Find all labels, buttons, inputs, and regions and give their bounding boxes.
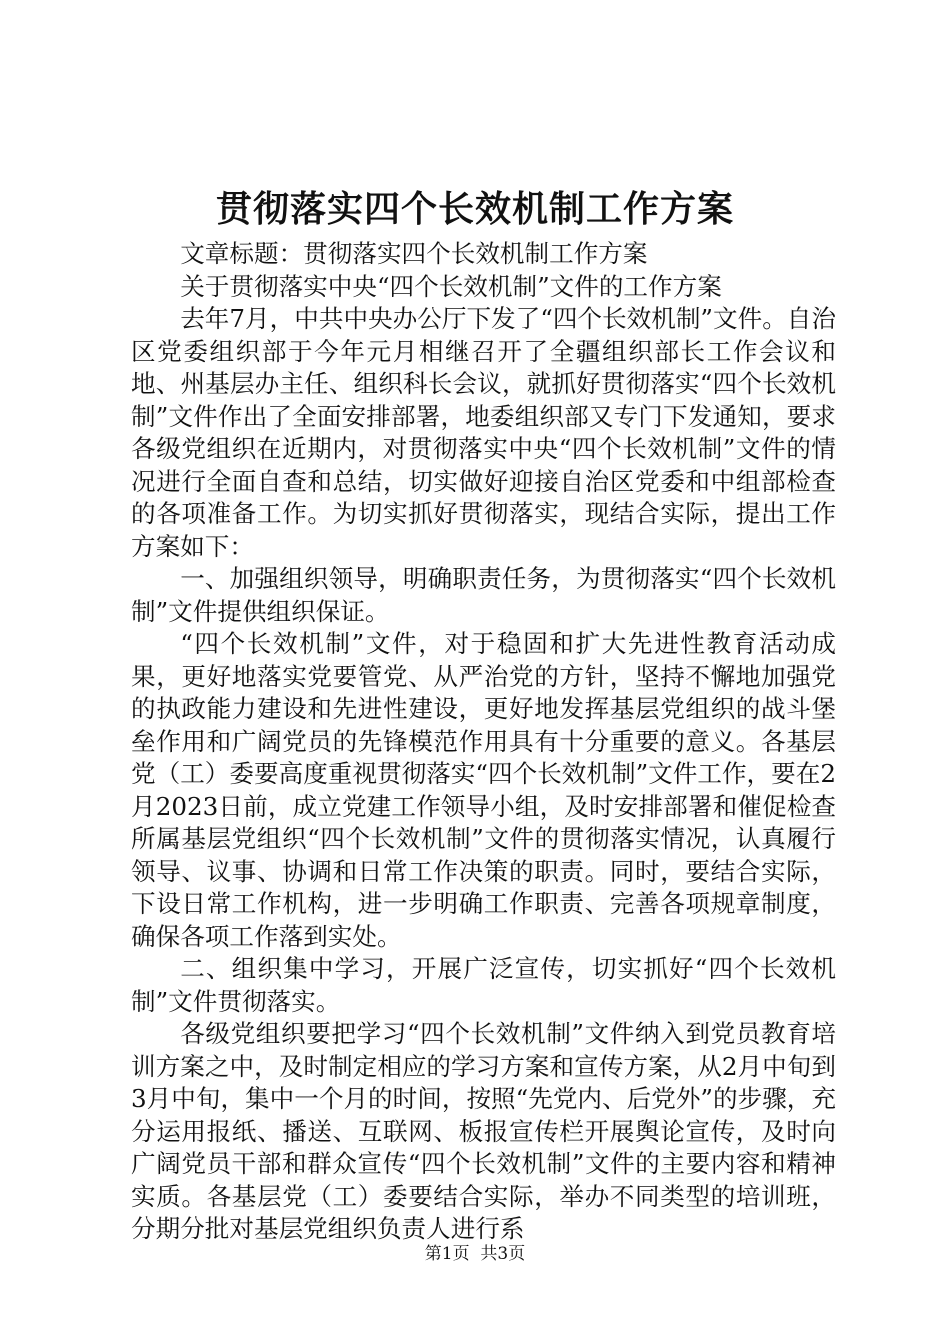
article-title-line: 文章标题：贯彻落实四个长效机制工作方案 <box>180 239 648 268</box>
section-heading-1: 一、加强组织领导，明确职责任务，为贯彻落实“四个长效机制”文件提供组织保证。 <box>131 564 836 626</box>
section-heading-2: 二、组织集中学习，开展广泛宣传，切实抓好“四个长效机制”文件贯彻落实。 <box>131 954 836 1016</box>
scheme-heading-line: 关于贯彻落实中央“四个长效机制”文件的工作方案 <box>180 271 722 301</box>
body-paragraph: “四个长效机制”文件，对于稳固和扩大先进性教育活动成果，更好地落实党要管党、从严治党的方针，坚持不懈地加强党的执政能力建设和先进性建设，更好地发挥基层党组织的战斗堡垒作用和广阔党员的先锋模范作用具有十分重要的意义。各基层党（工）委要高度重视贯彻落实“四个长效机制”文件工作，要在2月2023日前，成立党建工作领导小组，及时安排部署和催促检查所属基层党组织“四个长效机制”文件的贯彻落实情况，认真履行领导、议事、协调和日常工作决策的职责。同时，要结合实际，下设日常工作机构，进一步明确工作职责、完善各项规章制度，确保各项工作落到实处。 <box>131 629 836 951</box>
document-body <box>131 238 836 1246</box>
body-paragraph: 去年7月，中共中央办公厅下发了“四个长效机制”文件。自治区党委组织部于今年元月相继召开了全疆组织部长工作会议和地、州基层办主任、组织科长会议，就抓好贯彻落实“四个长效机制”文件作出了全面安排部署，地委组织部又专门下发通知，要求各级党组织在近期内，对贯彻落实中央“四个长效机制”文件的情况进行全面自查和总结，切实做好迎接自治区党委和中组部检查的各项准备工作。为切实抓好贯彻落实，现结合实际，提出工作方案如下： <box>131 304 836 561</box>
document-title: 贯彻落实四个长效机制工作方案 <box>215 188 734 230</box>
page-number: 第1页 <box>424 1244 470 1264</box>
page-total: 共3页 <box>480 1244 526 1264</box>
body-paragraph: 各级党组织要把学习“四个长效机制”文件纳入到党员教育培训方案之中，及时制定相应的学习方案和宣传方案，从2月中旬到3月中旬，集中一个月的时间，按照“先党内、后党外”的步骤，充分运用报纸、播送、互联网、板报宣传栏开展舆论宣传，及时向广阔党员干部和群众宣传“四个长效机制”文件的主要内容和精神实质。各基层党（工）委要结合实际，举办不同类型的培训班，分期分批对基层党组织负责人进行系 <box>131 1019 836 1243</box>
page-footer <box>0 1243 950 1265</box>
